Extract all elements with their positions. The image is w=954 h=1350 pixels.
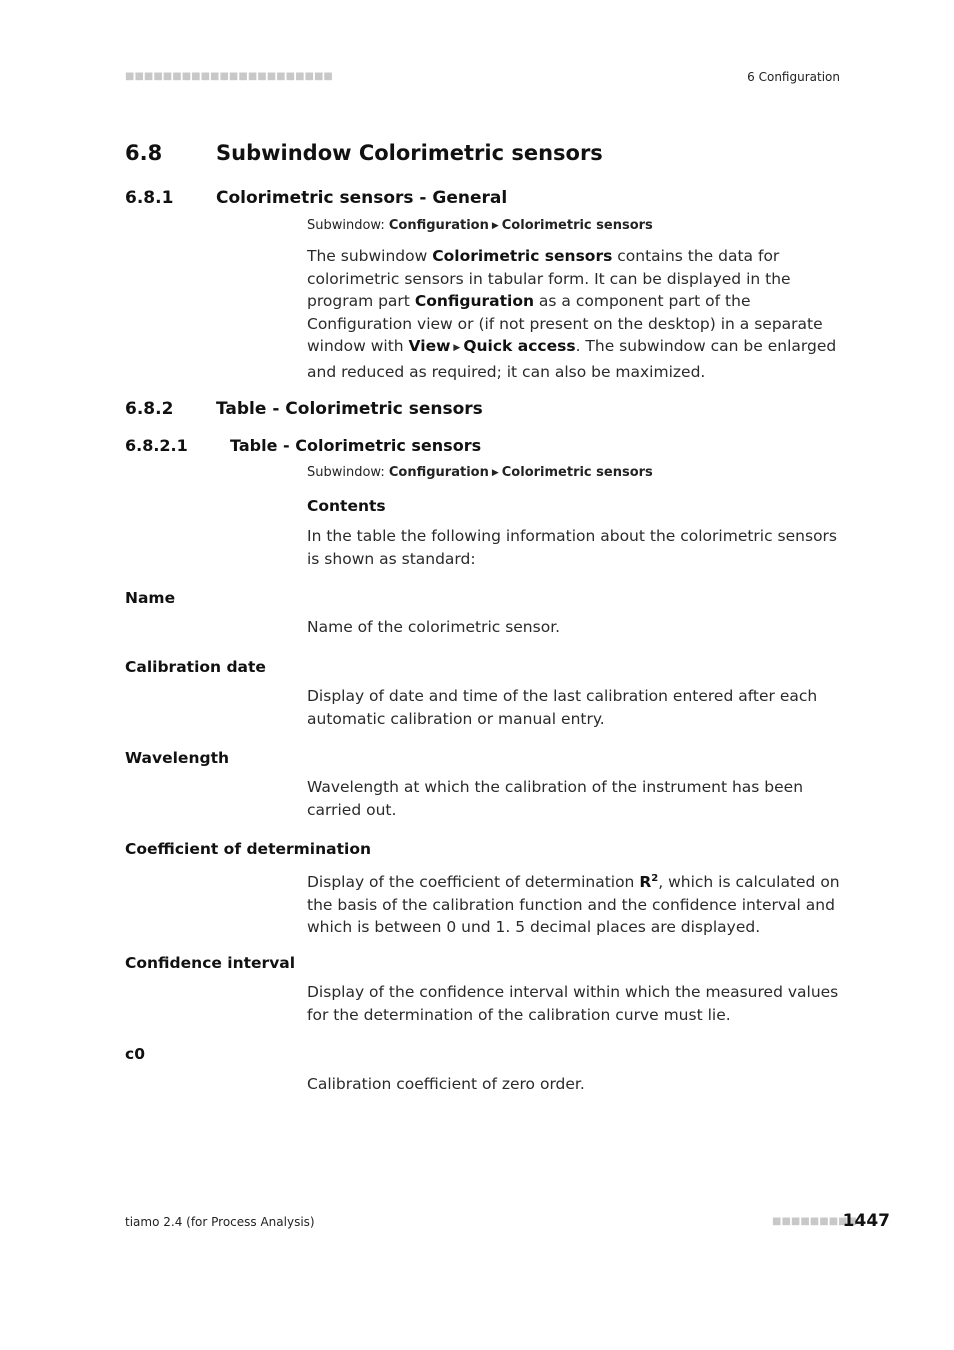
breadcrumb — [307, 465, 653, 480]
page-number: 1447 — [842, 1211, 890, 1231]
general-paragraph — [307, 245, 841, 384]
subsubsection-number: 6.8.2.1 — [125, 436, 188, 455]
breadcrumb-prefix: Subwindow: — [307, 218, 385, 233]
contents-heading: Contents — [307, 497, 386, 515]
triangle-right-icon: ▶ — [491, 221, 499, 231]
desc-name: Name of the colorimetric sensor. — [307, 618, 561, 636]
breadcrumb — [307, 218, 653, 233]
triangle-right-icon: ▶ — [453, 343, 461, 354]
section-title: Subwindow Colorimetric sensors — [216, 141, 603, 165]
text-run: The subwindow — [307, 247, 433, 265]
breadcrumb-item-configuration: Configuration — [388, 218, 489, 233]
emphasis: Configuration — [414, 292, 534, 311]
footer-product: tiamo 2.4 (for Process Analysis) — [125, 1215, 315, 1229]
emphasis: R — [639, 873, 652, 892]
subsubsection-title: Table - Colorimetric sensors — [230, 436, 482, 455]
term-wavelength: Wavelength — [125, 749, 230, 767]
triangle-right-icon: ▶ — [491, 468, 499, 478]
header-decoration: ■■■■■■■■■■■■■■■■■■■■■■ — [125, 71, 333, 82]
term-name: Name — [125, 589, 176, 607]
subsection-title: Table - Colorimetric sensors — [216, 399, 483, 419]
desc-c0: Calibration coefficient of zero order. — [307, 1075, 585, 1093]
breadcrumb-prefix: Subwindow: — [307, 465, 385, 480]
emphasis: Colorimetric sensors — [432, 247, 613, 265]
section-number: 6.8 — [125, 141, 163, 165]
text-run: contains the data for colorimetric sensors in tabular form. It can be displayed in the program part — [307, 247, 791, 311]
subsubsection-heading-table — [125, 436, 481, 455]
breadcrumb-item-colorimetric-sensors: Colorimetric sensors — [501, 218, 653, 233]
desc-wavelength: Wavelength at which the calibration of the instrument has been carried out. — [307, 778, 804, 819]
contents-paragraph: In the table the following information about the colorimetric sensors is shown as standard: — [307, 527, 837, 568]
footer-decoration: ■■■■■■■■■ — [772, 1216, 858, 1227]
superscript: 2 — [651, 873, 659, 884]
subsection-number: 6.8.2 — [125, 399, 174, 419]
text-run: Display of the coefficient of determination — [307, 873, 640, 892]
term-c0: c0 — [125, 1045, 145, 1063]
text-run: . The subwindow can be enlarged and reduced as required; it can also be maximized. — [307, 337, 837, 381]
breadcrumb-item-colorimetric-sensors: Colorimetric sensors — [501, 465, 653, 480]
subsection-heading-table — [125, 399, 483, 419]
section-heading — [125, 141, 603, 165]
text-run: as a component part of the Configuration view or (if not present on the desktop) in a separate window with — [307, 292, 823, 356]
subsection-title: Colorimetric sensors - General — [216, 188, 508, 208]
desc-coefficient — [307, 868, 841, 939]
desc-confidence-interval: Display of the confidence interval within which the measured values for the determination of the calibration curve must lie. — [307, 983, 839, 1024]
term-calibration-date: Calibration date — [125, 658, 266, 676]
desc-calibration-date: Display of date and time of the last calibration entered after each automatic calibration or manual entry. — [307, 687, 818, 728]
subsection-number: 6.8.1 — [125, 188, 174, 208]
running-header-chapter: 6 Configuration — [747, 70, 840, 84]
emphasis: Quick access — [463, 337, 576, 356]
emphasis: View — [408, 337, 451, 356]
term-confidence-interval: Confidence interval — [125, 954, 296, 972]
breadcrumb-item-configuration: Configuration — [388, 465, 489, 480]
term-coefficient: Coefficient of determination — [125, 840, 372, 858]
subsection-heading-general — [125, 188, 507, 208]
text-run: , which is calculated on the basis of the calibration function and the confidence interval and which is between 0 und 1. 5 decimal places are displayed. — [307, 873, 840, 937]
